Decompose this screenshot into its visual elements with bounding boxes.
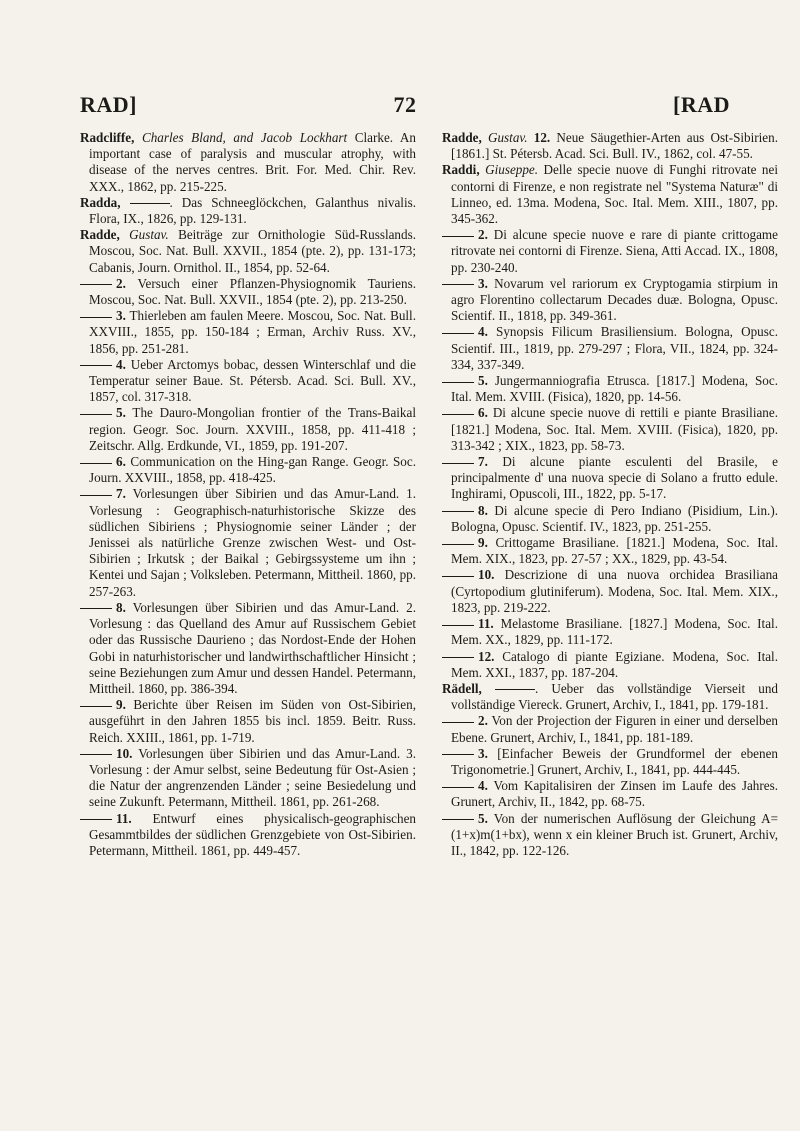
- bibliography-entry: [442, 567, 778, 616]
- ditto-dash: [442, 754, 474, 755]
- left-column: [80, 130, 416, 859]
- bibliography-entry: [442, 276, 778, 325]
- entry-number: 11.: [478, 616, 494, 632]
- entry-text: Ueber Arctomys bobac, dessen Winterschlaf und die Temperatur seiner Baue. St. Pétersb. Acad. Sci. Bull. XV., 1857, col. 317-318.: [89, 356, 416, 405]
- bibliography-entry: [80, 276, 416, 308]
- entry-number: 2.: [478, 227, 488, 243]
- entry-text: Thierleben am faulen Meere. Moscou, Soc. Nat. Bull. XXVIII., 1855, pp. 150-184 ; Erman, Archiv Russ. XV., 1856, pp. 251-281.: [89, 308, 416, 356]
- entry-number: 3.: [478, 745, 488, 761]
- entry-text: Berichte über Reisen im Süden von Ost-Sibirien, ausgeführt in den Jahren 1855 bis incl. 1859. Beitr. Russ. Reich. XXIII., 1861, pp. 1-719.: [89, 697, 416, 745]
- entry-text: Melastome Brasiliane. [1827.] Modena, Soc. Ital. Mem. XX., 1829, pp. 111-172.: [451, 616, 778, 648]
- entry-number: 5.: [478, 373, 488, 389]
- ditto-dash: [442, 819, 474, 820]
- entry-number: 8.: [478, 502, 488, 518]
- bibliography-entry: [80, 486, 416, 599]
- header-right-key: [RAD: [673, 92, 730, 117]
- ditto-dash: [130, 203, 170, 204]
- entry-text: Beiträge zur Ornithologie Süd-Russlands. Moscou, Soc. Nat. Bull. XXVII., 1854 (pte. 2), pp. 131-173; Cabanis, Journ. Ornithol. II., 1854, pp. 52-64.: [89, 227, 416, 275]
- entry-number: 8.: [116, 599, 126, 615]
- entry-text: Clarke. An important case of paralysis and muscular atrophy, with disease of the nerves centres. Brit. For. Med. Chir. Rev. XXX., 1862, pp. 215-225.: [89, 130, 416, 194]
- entry-text: Versuch einer Pflanzen-Physiognomik Tauriens. Moscou, Soc. Nat. Bull. XXVII., 1854 (pte. 2), pp. 213-250.: [89, 275, 416, 308]
- bibliography-entry: [80, 405, 416, 454]
- bibliography-entry: [442, 162, 778, 227]
- bibliography-entry: [80, 746, 416, 811]
- entry-number: 3.: [478, 275, 488, 291]
- bibliography-entry: [442, 616, 778, 648]
- entry-text: Di alcune specie di Pero Indiano (Pisidium, Lin.). Bologna, Opusc. Scientif. IV., 1823, pp. 251-255.: [451, 502, 778, 534]
- bibliography-entry: [442, 746, 778, 778]
- ditto-dash: [80, 608, 112, 609]
- entry-number: 3.: [116, 308, 126, 324]
- entry-text: Von der numerischen Auflösung der Gleichung A=(1+x)m(1+bx), wenn x ein kleiner Bruch ist. Grunert, Archiv, II., 1842, pp. 122-126.: [451, 810, 778, 858]
- entry-text: Di alcune specie nuove e rare di piante crittogame ritrovate nei contorni di Firenze. Siena, Atti Accad. IX., 1808, pp. 230-240.: [451, 227, 778, 275]
- entry-author-name: Gustav.: [129, 227, 169, 243]
- bibliography-entry: [80, 195, 416, 227]
- ditto-dash: [80, 754, 112, 755]
- bibliography-entry: [80, 600, 416, 697]
- entry-number: 6.: [478, 405, 488, 421]
- bibliography-entry: [80, 308, 416, 357]
- entry-text: Vorlesungen über Sibirien und das Amur-Land. 1. Vorlesung : Geographisch-naturhistorische Skizze des südlichen Sibiriens ; Physiognomie seiner Länder ; der Jenissei als natürliche Grenze zwischen West- und Ost-Sibirien ; Irkutsk ; der Baikal ; Gebirgssysteme um ihn ; Kentei und Sajan ; Volksleben. Petermann, Mittheil. 1860, pp. 257-263.: [89, 486, 416, 599]
- bibliography-entry: [80, 130, 416, 195]
- ditto-dash: [442, 463, 474, 464]
- entry-number: 9.: [116, 697, 126, 713]
- bibliography-entry: [80, 697, 416, 746]
- ditto-dash: [80, 706, 112, 707]
- entry-text: Vom Kapitalisiren der Zinsen im Laufe des Jahres. Grunert, Archiv, II., 1842, pp. 68-75.: [451, 778, 778, 810]
- entry-number: 2.: [116, 275, 126, 291]
- page-number: 72: [393, 92, 417, 117]
- right-column: [442, 130, 778, 859]
- entry-number: 2.: [478, 713, 488, 729]
- bibliography-entry: [442, 778, 778, 810]
- bibliography-entry: [80, 357, 416, 406]
- ditto-dash: [80, 819, 112, 820]
- entry-text: Di alcune piante esculenti del Brasile, e principalmente d' una nuova specie di Solano a frutto edule. Inghirami, Opuscoli, III., 1822, pp. 5-17.: [451, 454, 778, 502]
- bibliography-entry: [442, 681, 778, 713]
- page-header: [80, 92, 730, 122]
- entry-author-name: Gustav.: [488, 130, 528, 145]
- entry-number: 11.: [116, 810, 132, 826]
- entry-text: Jungermanniografia Etrusca. [1817.] Modena, Soc. Ital. Mem. XVIII. (Fisica), 1820, pp. 14-56.: [451, 373, 778, 405]
- entry-text: Catalogo di piante Egiziane. Modena, Soc. Ital. Mem. XXI., 1837, pp. 187-204.: [451, 648, 778, 680]
- bibliography-entry: [442, 503, 778, 535]
- bibliography-entry: [442, 227, 778, 276]
- ditto-dash: [80, 414, 112, 415]
- entry-text: . Das Schneeglöckchen, Galanthus nivalis. Flora, IX., 1826, pp. 129-131.: [89, 194, 416, 227]
- bibliography-entry: [442, 324, 778, 373]
- entry-number: 4.: [478, 778, 488, 794]
- bibliography-entry: [442, 535, 778, 567]
- entry-text: Descrizione di una nuova orchidea Brasiliana (Cyrtopodium glutiniferum). Modena, Soc. Ital. Mem. XIX., 1823, pp. 219-222.: [451, 567, 778, 615]
- entry-text: Crittogame Brasiliane. [1821.] Modena, Soc. Ital. Mem. XIX., 1823, pp. 27-57 ; XX., 1829, pp. 43-54.: [451, 535, 778, 567]
- ditto-dash: [442, 576, 474, 577]
- entry-text: Vorlesungen über Sibirien und das Amur-Land. 2. Vorlesung : das Quelland des Amur auf Russischem Gebiet oder das Russische Daurieno ; das Nordost-Ende der Hohen Gobi in naturhistorischer und landwirthschaftlicher Hinsicht ; seine Beziehungen zum Amur und dessen Handel. Petermann, Mittheil. 1860, pp. 386-394.: [89, 599, 416, 696]
- entry-author-name: Charles Bland, and Jacob Lockhart: [141, 130, 348, 145]
- ditto-dash: [442, 544, 474, 545]
- entry-number: 12.: [478, 648, 495, 664]
- entry-text: [Einfacher Beweis der Grundformel der ebenen Trigonometrie.] Grunert, Archiv, I., 1841, pp. 444-445.: [451, 745, 778, 777]
- ditto-dash: [80, 495, 112, 496]
- entry-text: Delle specie nuove di Funghi ritrovate nei contorni di Firenze, e non registrate nel "Systema Naturæ" di Linneo, ed. 13ma. Modena, Soc. Ital. Mem. XIII., 1807, pp. 345-362.: [451, 162, 778, 227]
- entry-text: . Ueber das vollständige Vierseit und vollständige Viereck. Grunert, Archiv, I., 1841, pp. 179-181.: [451, 680, 778, 713]
- ditto-dash: [442, 382, 474, 383]
- entry-number: 10.: [478, 567, 495, 583]
- entry-author: Rädell,: [442, 680, 482, 696]
- entry-number: 6.: [116, 454, 126, 470]
- entry-text: Novarum vel rariorum ex Cryptogamia stirpium in agro Florentino collectarum Decades duæ. Bologna, Opusc. Scientif. II., 1818, pp. 349-361.: [451, 275, 779, 324]
- entry-number: 4.: [116, 356, 126, 372]
- ditto-dash: [442, 236, 474, 237]
- entry-author: Radde,: [442, 130, 482, 145]
- entry-text: The Dauro-Mongolian frontier of the Trans-Baikal region. Geogr. Soc. Journ. XXVIII., 1858, pp. 411-418 ; Zeitschr. Allg. Erdkunde, VI., 1859, pp. 191-207.: [89, 405, 416, 453]
- ditto-dash: [442, 511, 474, 512]
- ditto-dash: [80, 365, 112, 366]
- entry-number: 7.: [478, 454, 488, 470]
- ditto-dash: [442, 284, 474, 285]
- header-left-key: RAD]: [80, 92, 137, 117]
- bibliography-entry: [442, 454, 778, 503]
- entry-number: 12.: [533, 130, 551, 145]
- ditto-dash: [442, 787, 474, 788]
- bibliography-entry: [80, 454, 416, 486]
- entry-author: Raddi,: [442, 162, 480, 178]
- entry-text: Vorlesungen über Sibirien und das Amur-Land. 3. Vorlesung : der Amur selbst, seine Bedeutung für Ost-Asien ; die Natur der angrenzenden Länder ; seine Besiedelung und seine Zukunft. Petermann, Mittheil. 1861, pp. 261-268.: [89, 745, 416, 810]
- entry-author: Radde,: [80, 227, 120, 243]
- ditto-dash: [442, 722, 474, 723]
- entry-author: Radda,: [80, 194, 121, 210]
- entry-author-name: Giuseppe.: [485, 162, 539, 178]
- bibliography-entry: [442, 811, 778, 860]
- entry-text: Von der Projection der Figuren in einer und derselben Ebene. Grunert, Archiv, I., 1841, pp. 181-189.: [451, 713, 778, 745]
- bibliography-entry: [442, 405, 778, 454]
- ditto-dash: [442, 657, 474, 658]
- entry-text: Synopsis Filicum Brasiliensium. Bologna, Opusc. Scientif. III., 1819, pp. 279-297 ; Flora, VII., 1824, pp. 324-334, 337-349.: [451, 324, 778, 372]
- bibliography-entry: [442, 713, 778, 745]
- ditto-dash: [80, 284, 112, 285]
- bibliography-entry: [442, 373, 778, 405]
- bibliography-entry: [80, 227, 416, 276]
- entry-text: Neue Säugethier-Arten aus Ost-Sibirien. [1861.] St. Pétersb. Acad. Sci. Bull. IV., 1862, col. 47-55.: [451, 130, 778, 162]
- ditto-dash: [495, 689, 535, 690]
- entry-number: 5.: [116, 405, 126, 421]
- entry-text: Di alcune specie nuove di rettili e piante Brasiliane. [1821.] Modena, Soc. Ital. Mem. XVIII. (Fisica), 1820, pp. 313-342 ; XIX., 1823, pp. 58-73.: [451, 405, 778, 453]
- ditto-dash: [442, 625, 474, 626]
- bibliography-entry: [442, 649, 778, 681]
- entry-text: Communication on the Hing-gan Range. Geogr. Soc. Journ. XXVIII., 1858, pp. 418-425.: [89, 454, 416, 486]
- entry-author: Radcliffe,: [80, 130, 135, 145]
- bibliography-entry: [442, 130, 778, 162]
- entry-number: 5.: [478, 810, 488, 826]
- ditto-dash: [442, 414, 474, 415]
- ditto-dash: [80, 317, 112, 318]
- entry-number: 7.: [116, 486, 126, 502]
- ditto-dash: [442, 333, 474, 334]
- ditto-dash: [80, 463, 112, 464]
- entry-number: 10.: [116, 745, 133, 761]
- entry-number: 4.: [478, 324, 488, 340]
- entry-number: 9.: [478, 535, 488, 551]
- bibliography-entry: [80, 811, 416, 860]
- entry-text: Entwurf eines physicalisch-geographischen Gesammtbildes der südlichen Grenzgebiete von Ost-Sibirien. Petermann, Mittheil. 1861, pp. 449-457.: [89, 810, 416, 858]
